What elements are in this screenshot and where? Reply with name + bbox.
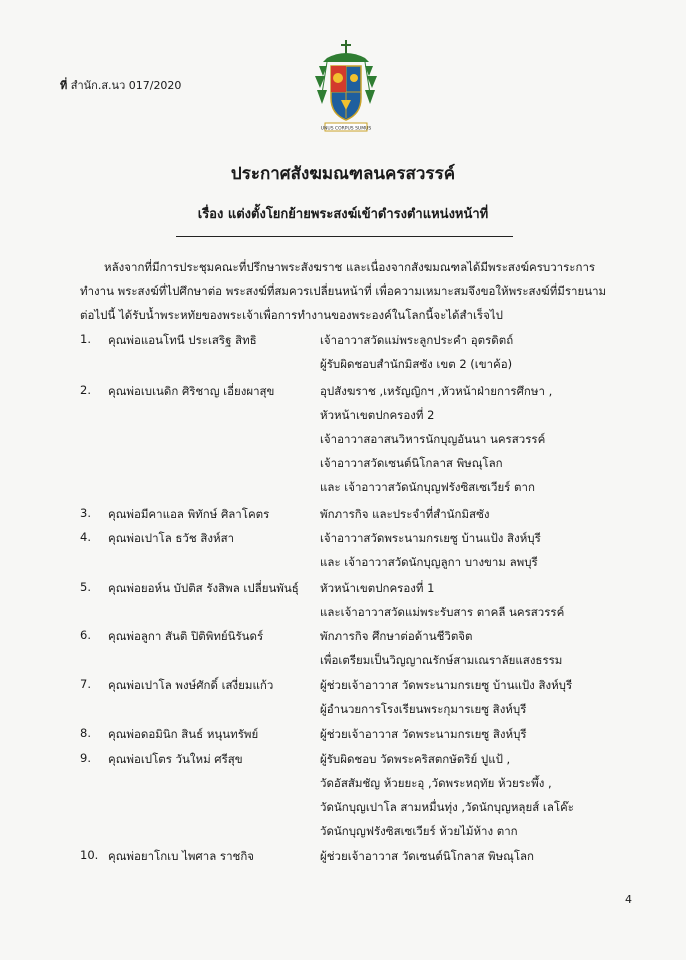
priest-name: คุณพ่อแอนโทนี ประเสริฐ สิทธิ — [108, 333, 257, 347]
entry-duty: ผู้ช่วยเจ้าอาวาส วัดพระนามกรเยซู สิงห์บุรี — [320, 727, 527, 741]
entry-duty: พักภารกิจ ศึกษาต่อด้านชีวิตจิต — [320, 629, 473, 643]
intro-paragraph-line: หลังจากที่มีการประชุมคณะที่ปรึกษาพระสังฆราช และเนื่องจากสังฆมณฑลได้มีพระสงฆ์ครบวาระการ — [104, 260, 596, 274]
entry-duty: ผู้ช่วยเจ้าอาวาส วัดพระนามกรเยซู บ้านแป้ง สิงห์บุรี — [320, 678, 573, 692]
entry-duty: เพื่อเตรียมเป็นวิญญาณรักษ์สามเณราลัยแสงธรรม — [320, 653, 563, 667]
priest-name: คุณพ่อยาโกเบ ไพศาล ราชกิจ — [108, 849, 255, 863]
priest-name: คุณพ่อเปาโล พงษ์ศักดิ์ เสงี่ยมแก้ว — [108, 678, 274, 692]
priest-name: คุณพ่อเปาโล ธวัช สิงห์สา — [108, 531, 235, 545]
crest-motto: UNUS CORPUS SUMUS — [320, 126, 372, 132]
entry-duty: หัวหน้าเขตปกครองที่ 1 — [320, 581, 435, 595]
entry-duty: เจ้าอาวาสวัดแม่พระลูกประคำ อุตรดิตถ์ — [320, 333, 514, 347]
entry-duty: เจ้าอาวาสวัดพระนามกรเยซู บ้านแป้ง สิงห์บุรี — [320, 531, 541, 545]
entry-duty: และ เจ้าอาวาสวัดนักบุญลูกา บางขาม ลพบุรี — [320, 555, 538, 569]
priest-name: คุณพ่อดอมินิก สินธ์ หนุนทรัพย์ — [108, 727, 259, 741]
entry-number: 10. — [80, 848, 99, 862]
entry-number: 7. — [80, 677, 91, 691]
entry-duty: และเจ้าอาวาสวัดแม่พระรับสาร ตาคลี นครสวรรค์ — [320, 605, 565, 619]
entry-number: 9. — [80, 751, 91, 765]
entry-number: 6. — [80, 628, 91, 642]
priest-name: คุณพ่อลูกา สันติ ปิติพิทย์นิรันดร์ — [108, 629, 264, 643]
entry-number: 4. — [80, 530, 91, 544]
entry-duty: วัดอัสสัมชัญ ห้วยยะอุ ,วัดพระหฤทัย ห้วยระพึ้ง , — [320, 776, 552, 790]
reference-text: สำนัก.ส.นว 017/2020 — [70, 79, 182, 92]
entry-duty: อุปสังฆราช ,เหรัญญิกฯ ,หัวหน้าฝ่ายการศึกษา , — [320, 384, 553, 398]
entry-number: 3. — [80, 506, 91, 520]
entry-duty: เจ้าอาวาสอาสนวิหารนักบุญอันนา นครสวรรค์ — [320, 432, 546, 446]
priest-name: คุณพ่อเบเนดิก ศิริชาญ เอี่ยงผาสุข — [108, 384, 275, 398]
priest-name: คุณพ่อมีคาแอล พิทักษ์ ศิลาโคตร — [108, 507, 270, 521]
entry-duty: ผู้อำนวยการโรงเรียนพระกุมารเยซู สิงห์บุรี — [320, 702, 527, 716]
intro-paragraph-line: ต่อไปนี้ ได้รับน้ำพระหทัยของพระเจ้าเพื่อการทำงานของพระองค์ในโลกนี้จะได้สำเร็จไป — [80, 308, 503, 322]
page-number: 4 — [625, 893, 632, 906]
diocese-crest-icon — [305, 40, 387, 135]
reference-label: ที่ — [60, 79, 68, 92]
entry-duty: ผู้รับผิดชอบ วัดพระคริสตกษัตริย์ ปูแป้ , — [320, 752, 511, 766]
entry-duty: หัวหน้าเขตปกครองที่ 2 — [320, 408, 435, 422]
reference-number — [60, 76, 181, 94]
entry-duty: และ เจ้าอาวาสวัดนักบุญฟรังซิสเซเวียร์ ตาก — [320, 480, 535, 494]
title-divider — [176, 236, 513, 237]
entry-number: 5. — [80, 580, 91, 594]
priest-name: คุณพ่อยอห์น บัปติส รังสิพล เปลี่ยนพันธุ์ — [108, 581, 299, 595]
entry-duty: เจ้าอาวาสวัดเซนต์นิโกลาส พิษณุโลก — [320, 456, 503, 470]
entry-number: 2. — [80, 383, 91, 397]
page-title: ประกาศสังฆมณฑลนครสวรรค์ — [230, 164, 456, 184]
entry-number: 8. — [80, 726, 91, 740]
intro-paragraph-line: ทำงาน พระสงฆ์ที่ไปศึกษาต่อ พระสงฆ์ที่สมควรเปลี่ยนหน้าที่ เพื่อความเหมาะสมจึงขอให้พระสงฆ์ที่มีรายนาม — [80, 284, 607, 298]
entry-duty: ผู้รับผิดชอบสำนักมิสซัง เขต 2 (เขาค้อ) — [320, 357, 513, 371]
document-subject: เรื่อง แต่งตั้งโยกย้ายพระสงฆ์เข้าดำรงตำแหน่งหน้าที่ — [197, 207, 489, 222]
entry-duty: พักภารกิจ และประจำที่สำนักมิสซัง — [320, 507, 490, 521]
priest-name: คุณพ่อเปโตร วันใหม่ ศรีสุข — [108, 752, 243, 766]
entry-duty: วัดนักบุญฟรังซิสเซเวียร์ ห้วยไม้ห้าง ตาก — [320, 824, 518, 838]
entry-duty: วัดนักบุญเปาโล สามหมื่นทุ่ง ,วัดนักบุญหลุยส์ เลโค๊ะ — [320, 800, 574, 814]
entry-number: 1. — [80, 332, 91, 346]
entry-duty: ผู้ช่วยเจ้าอาวาส วัดเซนต์นิโกลาส พิษณุโลก — [320, 849, 535, 863]
